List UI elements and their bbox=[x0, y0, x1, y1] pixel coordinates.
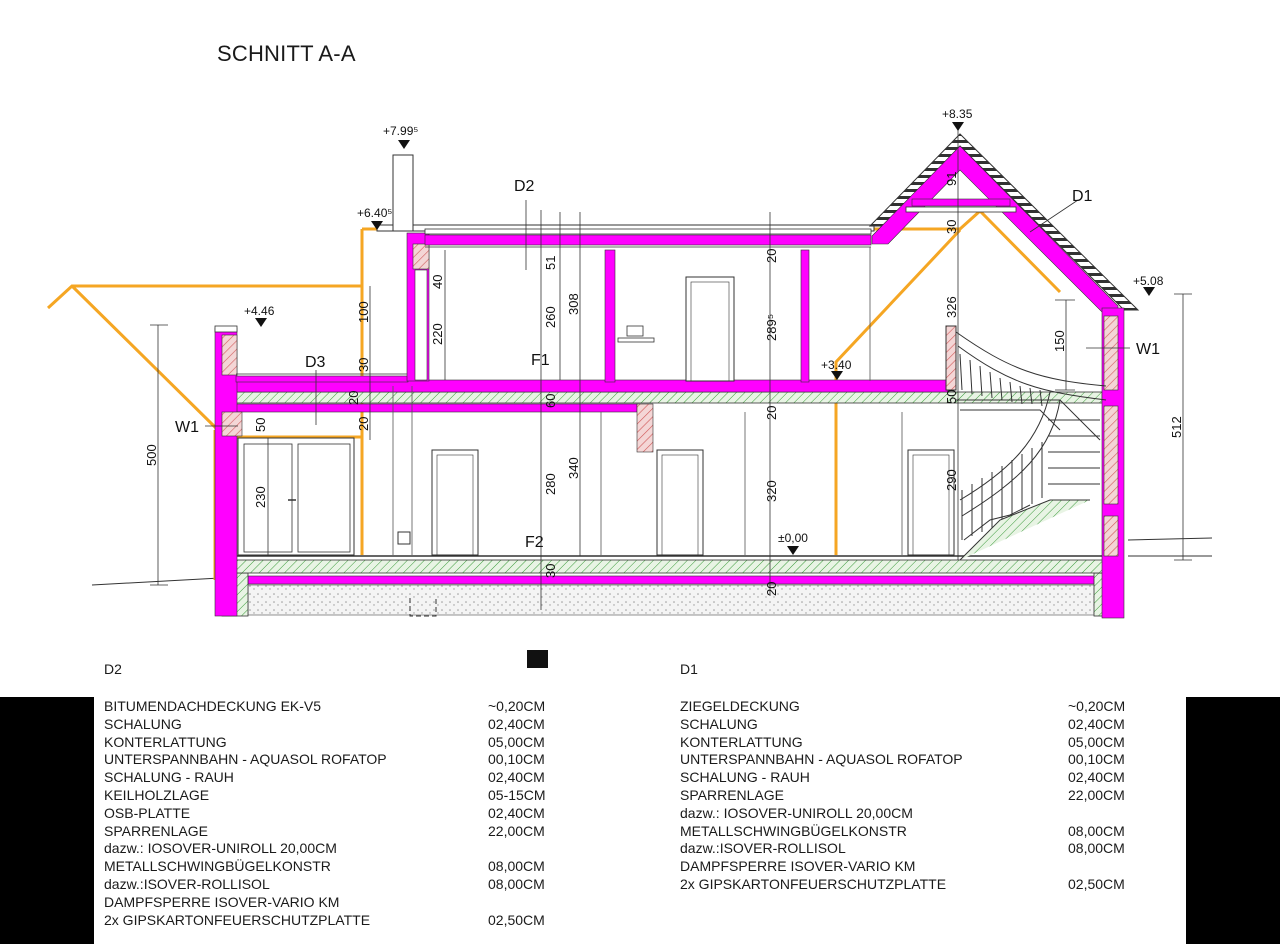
spec-row-value: 08,00CM bbox=[1068, 840, 1125, 857]
spec-row-value: ~0,20CM bbox=[488, 698, 546, 714]
spec-row bbox=[104, 751, 545, 769]
level-left-wall: +4.46 bbox=[244, 304, 275, 318]
dim-d3-a: 20 bbox=[346, 390, 361, 405]
label-d2: D2 bbox=[514, 178, 535, 195]
spec-row-name: dazw.:ISOVER-ROLLISOL bbox=[680, 840, 846, 857]
label-d3: D3 bbox=[305, 354, 326, 371]
spec-row bbox=[680, 805, 963, 823]
spec-row bbox=[104, 698, 546, 716]
spec-row-value: 05,00CM bbox=[488, 733, 545, 750]
dim-roof-30: 30 bbox=[944, 219, 959, 234]
spec-row bbox=[104, 715, 545, 734]
spec-d1-heading: D1 bbox=[680, 661, 698, 677]
spec-row-name: 2x GIPSKARTONFEUERSCHUTZPLATTE bbox=[104, 911, 371, 928]
spec-row-name: KONTERLATTUNG bbox=[104, 733, 227, 750]
spec-row-value: 08,00CM bbox=[488, 858, 545, 875]
dim-found-20: 20 bbox=[764, 581, 779, 596]
label-w1-right: W1 bbox=[1136, 341, 1160, 358]
dim-room-340: 340 bbox=[566, 457, 581, 479]
level-ground: ±0,00 bbox=[778, 531, 808, 545]
gable-roof bbox=[870, 134, 1138, 318]
spec-row bbox=[104, 786, 546, 805]
level-left-eave: +6.40⁵ bbox=[357, 206, 393, 220]
spec-row-name: KEILHOLZLAGE bbox=[104, 786, 210, 803]
spec-d2-heading: D2 bbox=[104, 661, 122, 677]
spec-row-value: 00,10CM bbox=[488, 751, 545, 768]
spec-row-name: BITUMENDACHDECKUNG EK-V5 bbox=[104, 698, 322, 714]
spec-row-value: 02,40CM bbox=[1068, 715, 1125, 732]
dim-door-left: 230 bbox=[253, 486, 268, 508]
dim-stair-326: 326 bbox=[944, 296, 959, 318]
foundation bbox=[222, 556, 1120, 616]
level-right-eave: +5.08 bbox=[1133, 274, 1164, 288]
dim-knee-150: 150 bbox=[1052, 330, 1067, 352]
level-chimney-top: +7.99⁵ bbox=[383, 124, 419, 138]
spec-row-value: 00,10CM bbox=[1068, 751, 1125, 768]
dim-attic-40: 40 bbox=[430, 274, 445, 289]
spec-row-name: dazw.: IOSOVER-UNIROLL 20,00CM bbox=[104, 840, 337, 857]
spec-row bbox=[104, 858, 545, 876]
spec-row-value: 08,00CM bbox=[488, 875, 545, 892]
dim-room-320: 320 bbox=[764, 480, 779, 502]
spec-row bbox=[680, 698, 1126, 716]
spec-row bbox=[680, 769, 1125, 787]
dim-roof-51: 51 bbox=[543, 255, 558, 270]
spec-row bbox=[104, 840, 387, 858]
spec-row bbox=[104, 769, 545, 787]
spec-row-name: OSB-PLATTE bbox=[104, 804, 191, 821]
dim-stair-50: 50 bbox=[944, 389, 959, 404]
spec-row-value: 02,50CM bbox=[488, 911, 545, 928]
staircase bbox=[946, 326, 1106, 560]
level-ridge: +8.35 bbox=[942, 107, 973, 121]
dim-d3-b: 20 bbox=[356, 416, 371, 431]
dim-total-right: 512 bbox=[1169, 416, 1184, 438]
dim-attic-wall: 220 bbox=[430, 323, 445, 345]
dim-ceiling-60: 60 bbox=[543, 393, 558, 408]
dim-room-260: 260 bbox=[543, 306, 558, 328]
dim-slab-20: 20 bbox=[764, 405, 779, 420]
spec-row bbox=[680, 858, 963, 876]
dim-floor-30: 30 bbox=[543, 563, 558, 578]
spec-row-value: 02,50CM bbox=[1068, 875, 1125, 892]
spec-row-name: UNTERSPANNBAHN - AQUASOL ROFATOP bbox=[104, 751, 387, 768]
spec-row bbox=[680, 822, 1125, 841]
dim-room-308: 308 bbox=[566, 293, 581, 315]
spec-row-value: 02,40CM bbox=[488, 715, 545, 732]
dim-room-289: 289⁵ bbox=[764, 313, 779, 341]
spec-row bbox=[680, 875, 1125, 894]
level-upper-floor: +3.40 bbox=[821, 358, 852, 372]
spec-row-name: dazw.: IOSOVER-UNIROLL 20,00CM bbox=[680, 804, 913, 821]
spec-row-value: 05,00CM bbox=[1068, 733, 1125, 750]
spec-row-value: 05-15CM bbox=[488, 786, 546, 803]
spec-row-name: SCHALUNG bbox=[680, 715, 758, 732]
spec-row-name: dazw.:ISOVER-ROLLISOL bbox=[104, 875, 270, 892]
spec-row bbox=[104, 733, 545, 752]
spec-row-value: 02,40CM bbox=[488, 769, 545, 786]
spec-row bbox=[104, 911, 545, 930]
dim-stair-290: 290 bbox=[944, 469, 959, 491]
dim-room-280: 280 bbox=[543, 473, 558, 495]
spec-row bbox=[680, 715, 1125, 734]
dim-ridge-91: 91 bbox=[944, 171, 959, 186]
spec-row-name: SCHALUNG - RAUH bbox=[680, 769, 810, 786]
spec-row-value: 22,00CM bbox=[488, 822, 545, 839]
spec-row-name: SCHALUNG - RAUH bbox=[104, 769, 234, 786]
dim-parapet: 100 bbox=[356, 301, 371, 323]
drawing-title: SCHNITT A-A bbox=[217, 41, 356, 66]
spec-row-name: SPARRENLAGE bbox=[680, 786, 784, 803]
spec-row-name: 2x GIPSKARTONFEUERSCHUTZPLATTE bbox=[680, 875, 947, 892]
spec-row-name: SCHALUNG bbox=[104, 715, 182, 732]
spec-row-value: 02,40CM bbox=[488, 804, 545, 821]
fragment-mark bbox=[527, 650, 548, 668]
label-f1: F1 bbox=[531, 352, 550, 369]
spec-row bbox=[104, 804, 545, 823]
label-d1: D1 bbox=[1072, 188, 1093, 205]
label-w1-left: W1 bbox=[175, 419, 199, 436]
spec-row bbox=[104, 822, 545, 841]
spec-row bbox=[104, 894, 387, 912]
dim-total-left: 500 bbox=[144, 444, 159, 466]
spec-row-value: 08,00CM bbox=[1068, 822, 1125, 839]
spec-row bbox=[680, 840, 1125, 858]
spec-row bbox=[680, 733, 1125, 752]
label-f2: F2 bbox=[525, 534, 544, 551]
spec-row bbox=[680, 786, 1125, 805]
spec-row-name: DAMPFSPERRE ISOVER-VARIO KM bbox=[104, 893, 340, 910]
spec-row-name: METALLSCHWINGBÜGELKONSTR bbox=[680, 822, 907, 839]
dim-d3-c: 30 bbox=[356, 357, 371, 372]
spec-row-value: ~0,20CM bbox=[1068, 698, 1126, 714]
spec-row-value: 02,40CM bbox=[1068, 769, 1125, 786]
dim-roof-d3: 50 bbox=[253, 417, 268, 432]
spec-row-name: DAMPFSPERRE ISOVER-VARIO KM bbox=[680, 858, 916, 875]
spec-row-value: 22,00CM bbox=[1068, 786, 1125, 803]
dim-roof-20: 20 bbox=[764, 248, 779, 263]
spec-row-name: SPARRENLAGE bbox=[104, 822, 208, 839]
right-wall bbox=[1102, 308, 1124, 618]
black-mask-right bbox=[1186, 697, 1280, 944]
spec-row-name: ZIEGELDECKUNG bbox=[680, 698, 800, 714]
spec-row-name: UNTERSPANNBAHN - AQUASOL ROFATOP bbox=[680, 751, 963, 768]
spec-row-name: METALLSCHWINGBÜGELKONSTR bbox=[104, 858, 331, 875]
spec-row-name: KONTERLATTUNG bbox=[680, 733, 803, 750]
spec-row bbox=[104, 875, 545, 894]
spec-row bbox=[680, 751, 1125, 769]
black-mask-left bbox=[0, 697, 94, 944]
